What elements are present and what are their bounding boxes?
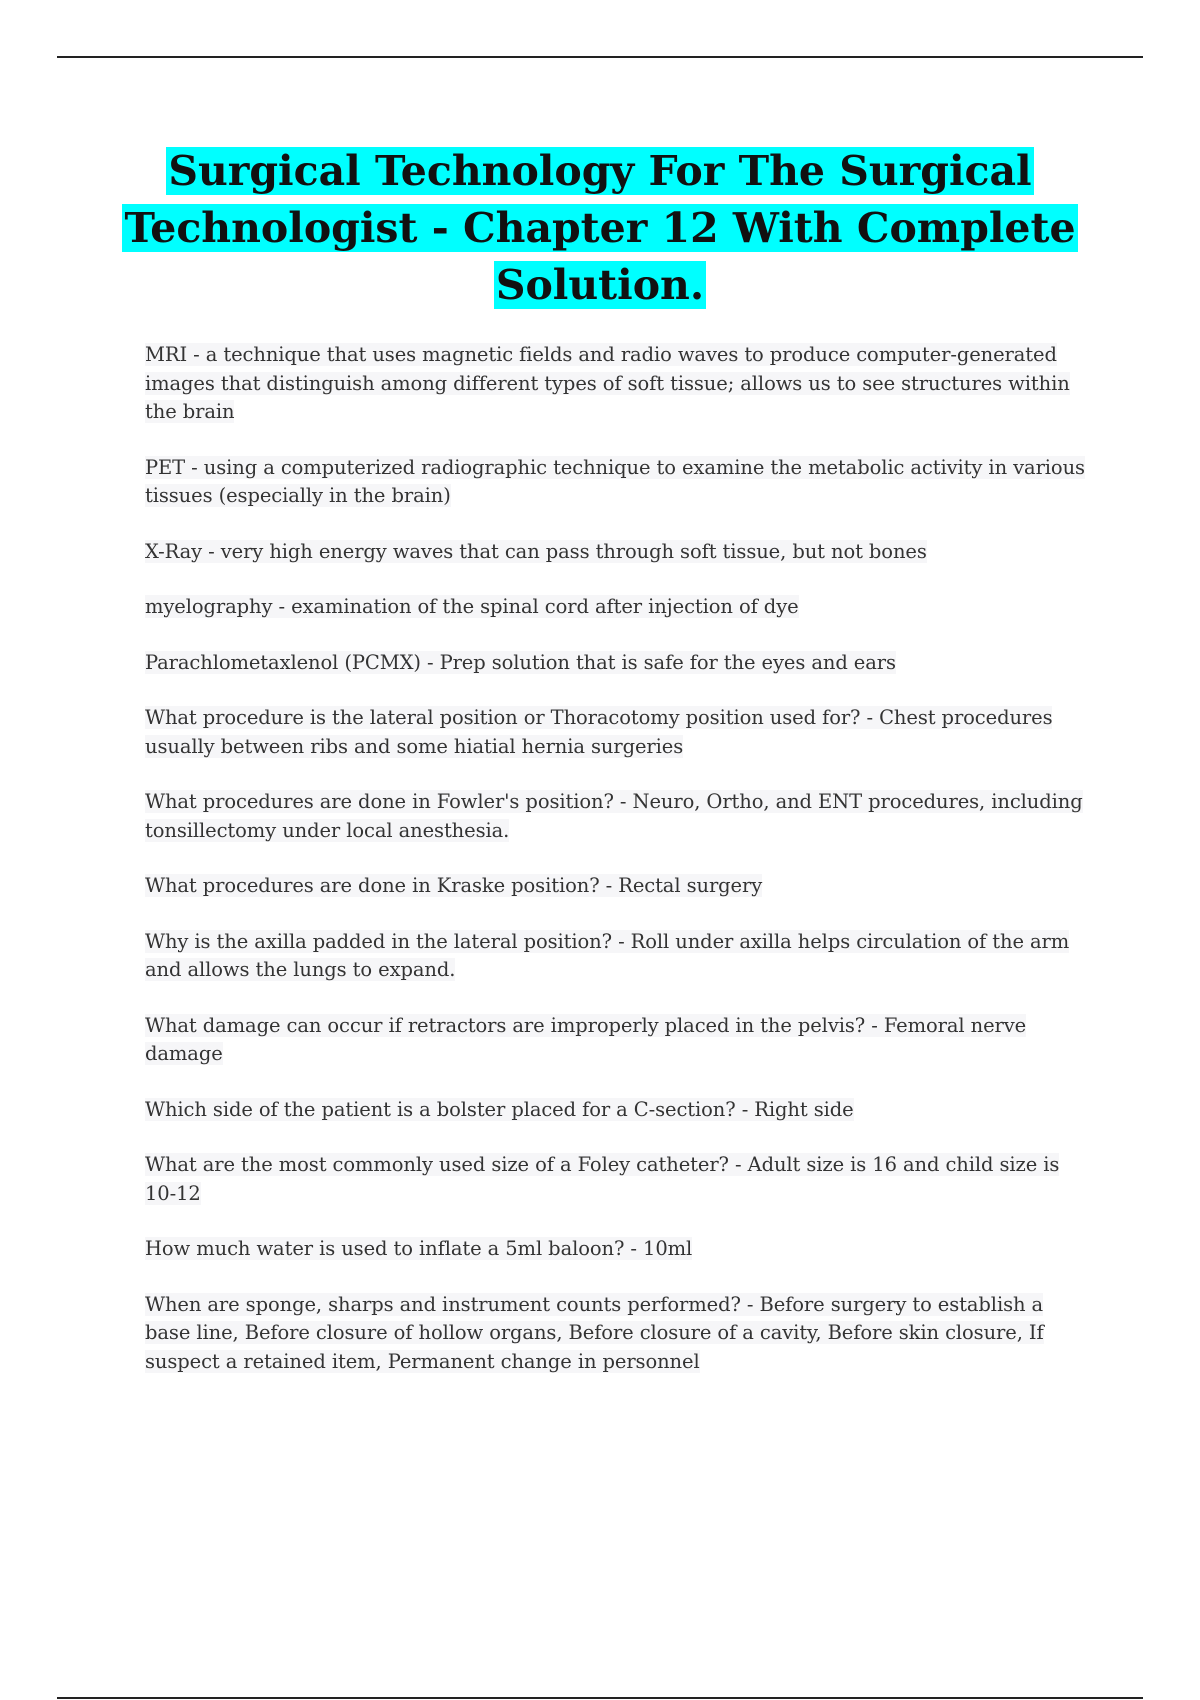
qa-text: What damage can occur if retractors are improperly placed in the pelvis? - Femoral nerve damage (145, 1013, 1027, 1065)
qa-text: X-Ray - very high energy waves that can pass through soft tissue, but not bones (145, 539, 927, 563)
top-rule (57, 56, 1143, 58)
qa-text: myelography - examination of the spinal cord after injection of dye (145, 595, 799, 618)
list-item (145, 1096, 1085, 1125)
qa-text: What procedure is the lateral position or Thoracotomy position used for? - Chest procedures usually between ribs and some hiatial hernia surgeries (145, 706, 1053, 758)
list-item (145, 538, 1085, 567)
qa-text: Parachlometaxlenol (PCMX) - Prep solution that is safe for the eyes and ears (145, 650, 896, 674)
list-item (145, 704, 1085, 761)
qa-text: When are sponge, sharps and instrument counts performed? - Before surgery to establish a base line, Before closure of hollow organs, Before closure of a cavity, Before skin closure, If suspect a retained item, Permanent change in personnel (145, 1292, 1044, 1373)
qa-text: Which side of the patient is a bolster placed for a C-section? - Right side (145, 1097, 854, 1121)
qa-text: Why is the axilla padded in the lateral position? - Roll under axilla helps circulation of the arm and allows the lungs to expand. (145, 929, 1070, 981)
list-item (145, 1291, 1085, 1377)
list-item (145, 1235, 1085, 1264)
document-title-text: Surgical Technology For The Surgical Technologist - Chapter 12 With Complete Solution. (124, 147, 1076, 309)
list-item (145, 341, 1085, 427)
list-item (145, 1012, 1085, 1069)
list-item (145, 649, 1085, 678)
bottom-rule (57, 1697, 1143, 1699)
qa-text: PET - using a computerized radiographic technique to examine the metabolic activity in various tissues (especially in the brain) (145, 455, 1085, 507)
qa-text: MRI - a technique that uses magnetic fields and radio waves to produce computer-generated images that distinguish among different types of soft tissue; allows us to see structures within the brain (145, 343, 1070, 423)
list-item (145, 454, 1085, 511)
qa-text: What are the most commonly used size of a Foley catheter? - Adult size is 16 and child size is 10-12 (145, 1153, 1060, 1205)
document-title (120, 143, 1080, 314)
list-item (145, 1151, 1085, 1208)
qa-text: What procedures are done in Fowler's position? - Neuro, Ortho, and ENT procedures, including tonsillectomy under local anesthesia. (145, 790, 1083, 842)
list-item (145, 788, 1085, 845)
qa-text: What procedures are done in Kraske position? - Rectal surgery (145, 874, 763, 897)
list-item (145, 593, 1085, 622)
qa-text: How much water is used to inflate a 5ml baloon? - 10ml (145, 1237, 693, 1260)
qa-list (145, 341, 1085, 1403)
list-item (145, 928, 1085, 985)
list-item (145, 872, 1085, 901)
